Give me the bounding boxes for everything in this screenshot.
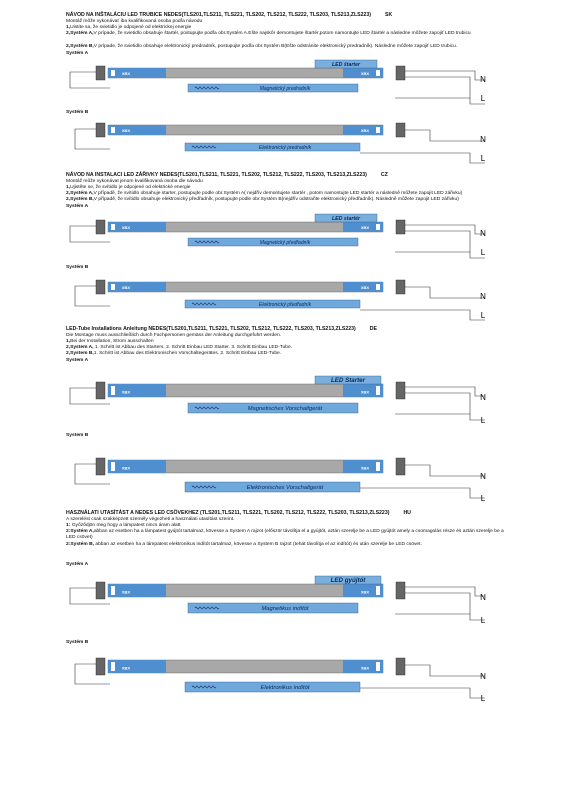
wire: [400, 665, 485, 676]
lamp-holder-left: [96, 220, 105, 234]
wire: [400, 71, 485, 80]
section-title: NÁVOD NA INŠTALÁCIU LED TRUBICE NEDES(TLS201,TLS211, TLS221, TLS202, TLS212, TLS222, TLS203, TLS213,ZLS223) SK: [66, 12, 393, 18]
instruction-line: 1,Uistite sa, že svietidlo je odpojené od elektrickej energie: [66, 25, 192, 30]
section-title: NÁVOD NA INSTALACI LED ZÁŘIVKY NEDES(TLS201,TLS211, TLS221, TLS202, TLS212, TLS222, TLS203, TLS213,ZLS223) CZ: [66, 172, 388, 178]
ballast-label: Magnetický predradník: [259, 86, 311, 92]
system-b-label: System B: [66, 433, 89, 438]
system-a-diagram: [0, 212, 565, 262]
tube-cap-label: XBX: [121, 389, 131, 395]
instruction-line: Montáž môže vykonávať iba kvalifikovaná osoba podľa návodu: [66, 19, 203, 24]
tube-cap-label: XBX: [360, 285, 370, 291]
instruction-line: 2,Systém A,V případě, že svítidlo obsahuje starter, postupujte podle obr.Systém A( nejdřív demontujete startér , potom namontujte LED startér a následně můžete zapojit LED zářivku): [66, 191, 463, 196]
live-label: L: [480, 248, 486, 257]
instruction-line: Montáž může vykonávat jenom kvalifikovaná osoba dle návodu: [66, 179, 203, 184]
system-b-diagram: [0, 448, 565, 508]
lamp-holder-left: [96, 66, 105, 80]
wire: [400, 225, 485, 234]
tube-pin: [376, 586, 380, 595]
neutral-label: N: [480, 229, 486, 238]
tube-cap-label: XBX: [121, 665, 131, 671]
neutral-label: N: [480, 472, 486, 481]
neutral-label: N: [480, 292, 486, 301]
system-b-diagram: [0, 272, 565, 322]
tube-cap-label: XBX: [121, 285, 131, 291]
live-label: L: [480, 94, 486, 103]
lamp-holder-right: [396, 582, 405, 599]
instruction-line: Die Montage muss ausschließlich durch Fachpersonen gemäss der Anleitung durchgefuhrt werden.: [66, 333, 282, 338]
system-b-diagram: [0, 115, 565, 165]
tube-cap-label: XBX: [360, 128, 370, 134]
tube-pin: [111, 127, 115, 133]
lamp-holder-right: [396, 458, 405, 475]
system-b-label: Systém B: [66, 640, 89, 645]
system-b-diagram: [0, 648, 565, 710]
tube-pin: [111, 224, 115, 230]
lamp-holder-right: [396, 382, 405, 399]
ballast-label: Elektronikus indítót: [260, 685, 310, 691]
instruction-line: 2,System A, 1. Schritt ist Abbau des Starters. 2. Schritt Einbau LED Starter. 3. Schritt Einbau LED-Tube.: [66, 345, 293, 350]
tube-end-left: [108, 460, 166, 473]
tube-end-left: [108, 68, 166, 78]
tube-end-left: [108, 660, 166, 673]
neutral-label: N: [480, 393, 486, 402]
tube-cap-label: XBX: [121, 128, 131, 134]
system-a-label: Systém A: [66, 51, 89, 56]
wire: [400, 593, 485, 620]
tube-cap-label: XBX: [360, 665, 370, 671]
tube-cap-label: XBX: [360, 71, 370, 77]
system-a-diagram: [0, 570, 565, 630]
system-a-diagram: [0, 58, 565, 108]
tube-cap-label: XBX: [121, 465, 131, 471]
live-label: L: [480, 694, 486, 703]
tube-pin: [376, 284, 380, 290]
wire: [400, 387, 485, 396]
led-starter-label: LED gyújtót: [330, 577, 366, 584]
wire: [400, 231, 485, 258]
instruction-line: 1,Ujistěte se, že svítidlo je odpojené od elektrické energie: [66, 185, 191, 190]
ballast-label: Elektronický predradník: [258, 145, 312, 151]
wire: [400, 393, 485, 420]
ballast-label: Elektronický předřadník: [258, 302, 312, 308]
wire: [360, 310, 485, 320]
wire: [360, 688, 485, 698]
tube-pin: [376, 662, 380, 671]
tube-end-left: [108, 222, 166, 232]
tube-pin: [111, 284, 115, 290]
live-label: L: [480, 311, 486, 320]
instruction-line: 2,Systém B,V prípade, že svietidlo obsahuje elektronický predradník, postupujte podľa obr.Systém B(Ešte odstránite elektronický predradník). Následne môžete zapojiť LED trubicu.: [66, 44, 458, 49]
instruction-line: 2,Systém A,V prípade, že svietidlo obsahuje štartér, postupujte podľa obr.Systém A.Ešte najskôr demontujete štartér,potom namontujte LED štartér a následne môžete zapojiť LED trubicu: [66, 31, 471, 36]
system-a-label: Systém A: [66, 562, 89, 567]
lamp-holder-left: [96, 582, 105, 599]
wire: [400, 465, 485, 476]
ballast-label: Magnetikus indítót: [261, 606, 309, 612]
led-starter-label: LED Starter: [330, 377, 366, 384]
tube-cap-label: XBX: [121, 589, 131, 595]
ballast-label: Magnetisches Vorschaltgerät: [247, 406, 323, 412]
lamp-holder-right: [396, 123, 405, 137]
lamp-holder-left: [96, 280, 105, 294]
instruction-line: A szerelést csak szakképzett személy végezheti a használati utasítást szerint.: [66, 517, 235, 522]
instruction-line: 2,Systém B,V případě, že svítidlo obsahuje elektronický předřadník, postupujte podle obr.Systém B(nejdřív odstraňte elektronický předřadník). Následně můžete zapojit LED zářivku): [66, 197, 459, 202]
ballast-label: Elektronisches Vorschaltgerät: [246, 485, 324, 491]
neutral-label: N: [480, 672, 486, 681]
neutral-label: N: [480, 135, 486, 144]
tube-pin: [111, 662, 115, 671]
lamp-holder-left: [96, 458, 105, 475]
tube-pin: [376, 127, 380, 133]
tube-end-left: [108, 384, 166, 397]
live-label: L: [480, 416, 486, 425]
led-starter-label: LED štarter: [332, 62, 360, 68]
tube-end-left: [108, 282, 166, 292]
wire: [360, 153, 485, 163]
instruction-line: 2,System B,1. Schritt ist Abbau des Elektronischen Vorschaltegerätes. 2. Schritt Einbau LED-Tube.: [66, 351, 282, 356]
system-a-label: System A: [66, 358, 89, 363]
lamp-holder-right: [396, 66, 405, 80]
section-title: LED-Tube Installations Anleitung NEDES(TLS201,TLS211, TLS221, TLS202, TLS212, TLS222, TLS203, TLS213,ZLS223) DE: [66, 326, 377, 332]
tube-end-left: [108, 584, 166, 597]
lamp-holder-left: [96, 382, 105, 399]
tube-pin: [111, 462, 115, 471]
tube-pin: [111, 70, 115, 76]
instruction-line: 1: Győződjön meg hogy a lámpatest nincs áram alatt: [66, 523, 181, 528]
section-title: HASZNÁLATI UTASÍTÁST A NEDES LED CSÖVEKHEZ (TLS201,TLS211, TLS221, TLS202, TLS212, TLS222, TLS203, TLS213,ZLS223) HU: [66, 510, 411, 516]
neutral-label: N: [480, 593, 486, 602]
tube-pin: [376, 386, 380, 395]
live-label: L: [480, 154, 486, 163]
instruction-line: 1,Bei der Installation, Strom ausschalten: [66, 339, 154, 344]
led-starter-label: LED startér: [332, 216, 360, 222]
ballast-label: Magnetický předřadník: [259, 240, 311, 246]
tube-cap-label: XBX: [121, 71, 131, 77]
tube-pin: [376, 70, 380, 76]
wire: [400, 287, 485, 298]
tube-end-left: [108, 125, 166, 135]
tube-pin: [111, 586, 115, 595]
lamp-holder-right: [396, 658, 405, 675]
lamp-holder-right: [396, 220, 405, 234]
system-a-diagram: [0, 370, 565, 430]
system-b-label: Systém B: [66, 110, 89, 115]
wire: [400, 130, 485, 141]
tube-cap-label: XBX: [360, 589, 370, 595]
tube-cap-label: XBX: [121, 225, 131, 231]
live-label: L: [480, 494, 486, 503]
live-label: L: [480, 616, 486, 625]
tube-pin: [376, 462, 380, 471]
tube-cap-label: XBX: [360, 225, 370, 231]
tube-cap-label: XBX: [360, 465, 370, 471]
system-a-label: Systém A: [66, 204, 89, 209]
instruction-line: 2:Systém A,abban az esetben ha a lámpatest gyújtót tartalmaz, kövesse a System A rajzot (először távolítja el a gyújtót, aztán szerelje be a LED gyújtót amely a csomagolás része és aztán szerelje be a LED csövet): [66, 529, 504, 540]
neutral-label: N: [480, 75, 486, 84]
lamp-holder-right: [396, 280, 405, 294]
system-b-label: Systém B: [66, 265, 89, 270]
lamp-holder-left: [96, 658, 105, 675]
instruction-line: 2:Systém B, abban az esetben ha a lámpatest elektronikus indítót tartalmaz, kövesse a System B rajzot (tehát távolítja el az indítót) és után szerelje be LED csövet.: [66, 542, 422, 547]
wire: [400, 587, 485, 596]
tube-pin: [111, 386, 115, 395]
lamp-holder-left: [96, 123, 105, 137]
tube-cap-label: XBX: [360, 389, 370, 395]
wire: [360, 488, 485, 498]
wire: [400, 77, 485, 104]
tube-pin: [376, 224, 380, 230]
